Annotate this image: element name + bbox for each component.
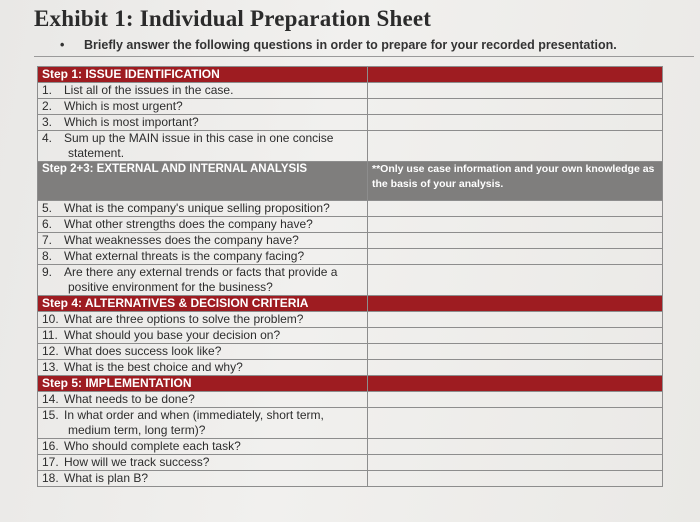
question-cell [38,344,368,360]
question-row [38,201,663,217]
question-row [38,131,663,162]
question-cell [38,99,368,115]
question-row [38,344,663,360]
step5-header: Step 5: IMPLEMENTATION [38,376,368,392]
question-row [38,439,663,455]
question-number: 2. [42,99,53,113]
question-text: What does success look like? [64,344,222,358]
question-text: What is the company's unique selling proposition? [64,201,330,215]
question-row [38,233,663,249]
question-text: What is the best choice and why? [64,360,243,374]
step1-header: Step 1: ISSUE IDENTIFICATION [38,67,368,83]
question-cell [38,217,368,233]
question-row [38,360,663,376]
answer-cell[interactable] [368,249,663,265]
step-header-row [38,162,663,201]
answer-cell[interactable] [368,312,663,328]
question-number: 3. [42,115,53,129]
page-title: Exhibit 1: Individual Preparation Sheet [34,6,432,31]
question-text: What external threats is the company facing? [64,249,305,263]
question-row [38,83,663,99]
question-number: 16. [42,439,59,453]
question-cell [38,131,368,162]
question-number: 8. [42,249,53,263]
answer-cell[interactable] [368,131,663,162]
question-number: 6. [42,217,53,231]
step5-header-blank [368,376,663,392]
question-number: 10. [42,312,59,326]
question-cell [38,328,368,344]
question-number: 9. [42,265,53,279]
answer-cell[interactable] [368,439,663,455]
question-row [38,249,663,265]
question-cell [38,408,368,439]
step4-header: Step 4: ALTERNATIVES & DECISION CRITERIA [38,296,368,312]
question-number: 1. [42,83,53,97]
question-row [38,455,663,471]
question-row [38,265,663,296]
question-text: What weaknesses does the company have? [64,233,299,247]
question-cell [38,265,368,296]
question-number: 13. [42,360,59,374]
step4-header-blank [368,296,663,312]
question-cell [38,233,368,249]
question-text: In what order and when (immediately, short term, [64,408,324,422]
question-number: 17. [42,455,59,469]
question-cell [38,312,368,328]
step-header-row [38,296,663,312]
preparation-table [37,66,663,487]
question-cell [38,439,368,455]
question-row [38,471,663,487]
bullet-dot: • [60,38,65,52]
question-number: 18. [42,471,59,485]
question-text: Are there any external trends or facts that provide a [64,265,338,279]
step23-header: Step 2+3: EXTERNAL AND INTERNAL ANALYSIS [38,162,368,201]
step-header-row [38,67,663,83]
answer-cell[interactable] [368,83,663,99]
question-text: Who should complete each task? [64,439,241,453]
answer-cell[interactable] [368,455,663,471]
question-text: Which is most urgent? [64,99,183,113]
answer-cell[interactable] [368,408,663,439]
answer-cell[interactable] [368,265,663,296]
question-number: 4. [42,131,53,145]
step1-header-blank [368,67,663,83]
question-row [38,312,663,328]
question-text: Which is most important? [64,115,199,129]
question-cell [38,249,368,265]
answer-cell[interactable] [368,360,663,376]
question-row [38,408,663,439]
answer-cell[interactable] [368,99,663,115]
question-text-cont: positive environment for the business? [68,280,273,294]
answer-cell[interactable] [368,217,663,233]
question-text: How will we track success? [64,455,210,469]
question-row [38,328,663,344]
question-number: 12. [42,344,59,358]
question-text: What other strengths does the company have? [64,217,313,231]
question-text-cont: statement. [68,146,125,160]
question-cell [38,455,368,471]
question-cell [38,83,368,99]
question-text: What are three options to solve the problem? [64,312,304,326]
question-text-cont: medium term, long term)? [68,423,206,437]
question-cell [38,115,368,131]
answer-cell[interactable] [368,344,663,360]
answer-cell[interactable] [368,471,663,487]
question-row [38,115,663,131]
question-cell [38,201,368,217]
answer-cell[interactable] [368,115,663,131]
answer-cell[interactable] [368,201,663,217]
question-cell [38,392,368,408]
answer-cell[interactable] [368,328,663,344]
question-number: 7. [42,233,53,247]
title-rule [34,56,694,57]
step23-note: **Only use case information and your own knowledge as the basis of your analysis. [368,162,663,201]
question-number: 11. [42,328,58,342]
question-text: What is plan B? [64,471,149,485]
question-text: List all of the issues in the case. [64,83,234,97]
question-row [38,392,663,408]
question-row [38,217,663,233]
question-cell [38,471,368,487]
question-row [38,99,663,115]
question-text: What needs to be done? [64,392,195,406]
question-text: Sum up the MAIN issue in this case in one concise [64,131,334,145]
answer-cell[interactable] [368,233,663,249]
instruction-line [60,38,617,52]
instruction-text: Briefly answer the following questions in order to prepare for your recorded presentation. [84,38,617,52]
question-number: 15. [42,408,59,422]
step-header-row [38,376,663,392]
answer-cell[interactable] [368,392,663,408]
question-number: 14. [42,392,59,406]
question-cell [38,360,368,376]
question-text: What should you base your decision on? [64,328,281,342]
question-number: 5. [42,201,53,215]
